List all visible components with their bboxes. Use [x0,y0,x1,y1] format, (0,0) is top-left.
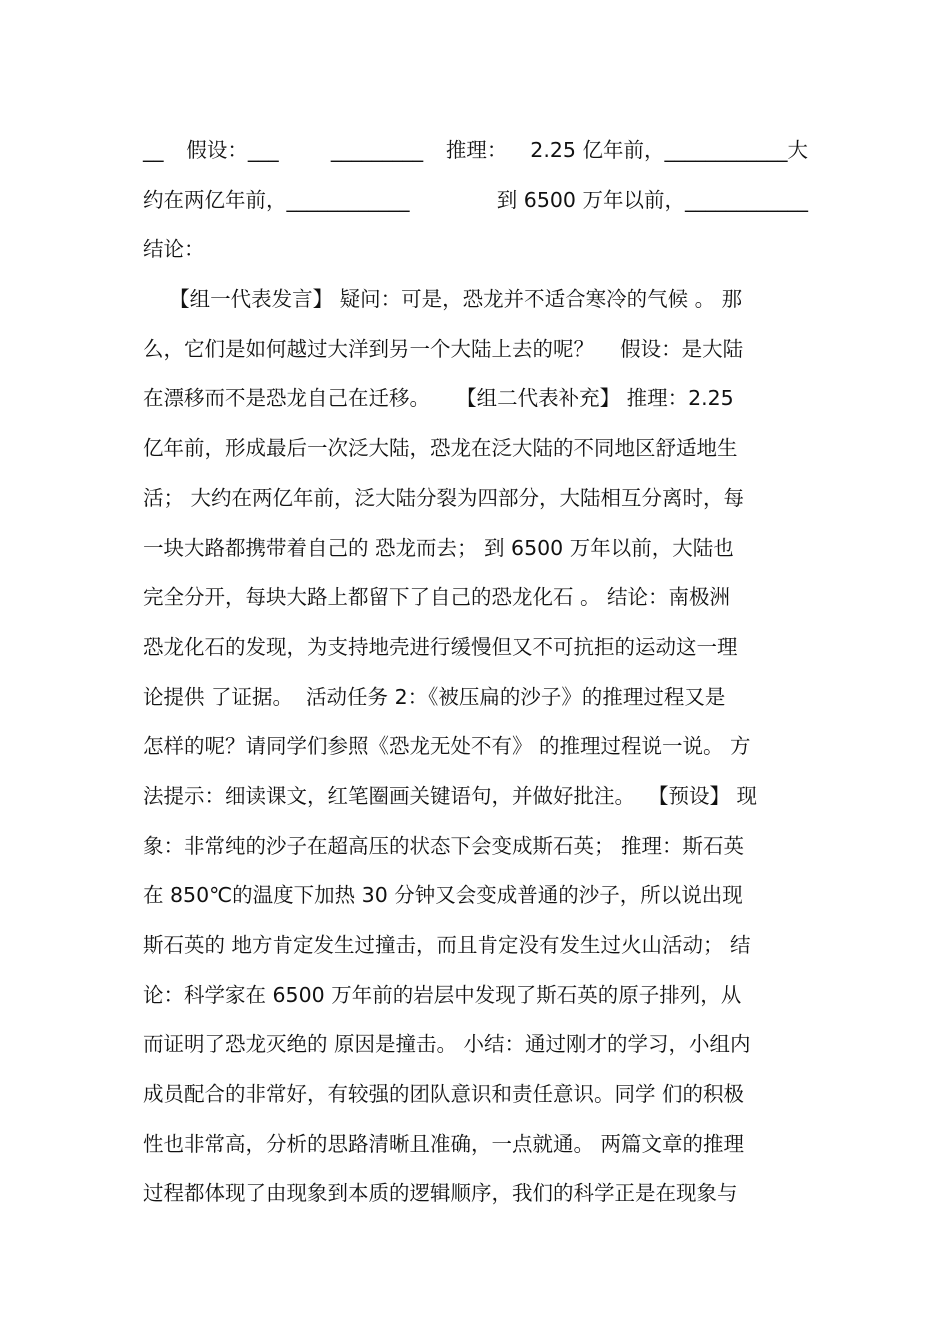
text-line-7 [143,424,808,474]
paragraph-text: 完全分开，每块大路上都留下了自己的恐龙化石 。 结论：南极洲 [143,585,731,610]
paragraph-text: 而证明了恐龙灭绝的 原因是撞击。 小结：通过刚才的学习，小组内 [143,1032,751,1057]
paragraph-text: 活； 大约在两亿年前，泛大陆分裂为四部分，大陆相互分离时，每 [143,485,745,510]
text-segment: 到 6500 万年以前，____________ [483,187,808,212]
text-line-16 [143,871,808,921]
paragraph-text: 亿年前，形成最后一次泛大陆，恐龙在泛大陆的不同地区舒适地生 [143,436,738,461]
paragraph-text: 象：非常纯的沙子在超高压的状态下会变成斯石英； 推理：斯石英 [143,833,745,858]
text-line-13 [143,722,808,772]
text-line-17 [143,921,808,971]
document-body [143,126,808,1219]
text-line-8 [143,474,808,524]
text-line-15 [143,822,808,872]
conclusion-label: 结论： [143,237,205,262]
paragraph-text: 斯石英的 地方肯定发生过撞击，而且肯定没有发生过火山活动； 结 [143,933,751,957]
paragraph-text: 论提供 了证据。 活动任务 2：《被压扁的沙子》的推理过程又是 [143,684,726,709]
blank-leading: __ [143,138,171,162]
text-line-9 [143,524,808,574]
text-line-22 [143,1169,808,1219]
paragraph-text: 论：科学家在 6500 万年前的岩层中发现了斯石英的原子排列，从 [143,982,742,1007]
text-line-4 [143,275,808,325]
text-line-12 [143,673,808,723]
paragraph-text: 在漂移而不是恐龙自己在迁移。 【组二代表补充】 推理：2.25 [143,386,734,411]
hypothesis-label: 假设：___ [186,138,279,162]
text-line-11 [143,623,808,673]
reasoning-text: 2.25 亿年前，____________大 [523,138,808,162]
paragraph-text: 成员配合的非常好，有较强的团队意识和责任意识。同学 们的积极 [143,1082,745,1107]
paragraph-text: 一块大路都携带着自己的 恐龙而去； 到 6500 万年以前，大陆也 [143,535,734,560]
text-line-21 [143,1120,808,1170]
text-line-3 [143,225,808,275]
text-line-20 [143,1070,808,1120]
text-line-1 [143,126,808,176]
paragraph-text: 么，它们是如何越过大洋到另一个大陆上去的呢？ 假设：是大陆 [143,336,744,361]
paragraph-text: 在 850℃的温度下加热 30 分钟又会变成普通的沙子，所以说出现 [143,883,743,908]
paragraph-text: 【组一代表发言】 疑问：可是，恐龙并不适合寒冷的气候 。 那 [143,287,743,312]
paragraph-text: 法提示：细读课文，红笔圈画关键语句，并做好批注。 【预设】 现 [143,783,758,808]
paragraph-text: 过程都体现了由现象到本质的逻辑顺序，我们的科学正是在现象与 [143,1181,738,1206]
paragraph-text: 怎样的呢？请同学们参照《恐龙无处不有》 的推理过程说一说。 方 [143,734,751,759]
text-line-19 [143,1020,808,1070]
text-line-6 [143,374,808,424]
blank-field: _________ [330,138,424,162]
text-line-10 [143,573,808,623]
paragraph-text: 性也非常高，分析的思路清晰且准确，一点就通。 两篇文章的推理 [143,1131,745,1156]
text-line-14 [143,772,808,822]
reasoning-label: 推理： [439,138,508,162]
spacer [295,126,315,176]
text-line-18 [143,971,808,1021]
text-segment: 约在两亿年前，____________ [143,187,410,212]
paragraph-text: 恐龙化石的发现，为支持地壳进行缓慢但又不可抗拒的运动这一理 [143,634,738,659]
text-line-2 [143,176,808,226]
text-line-5 [143,325,808,375]
